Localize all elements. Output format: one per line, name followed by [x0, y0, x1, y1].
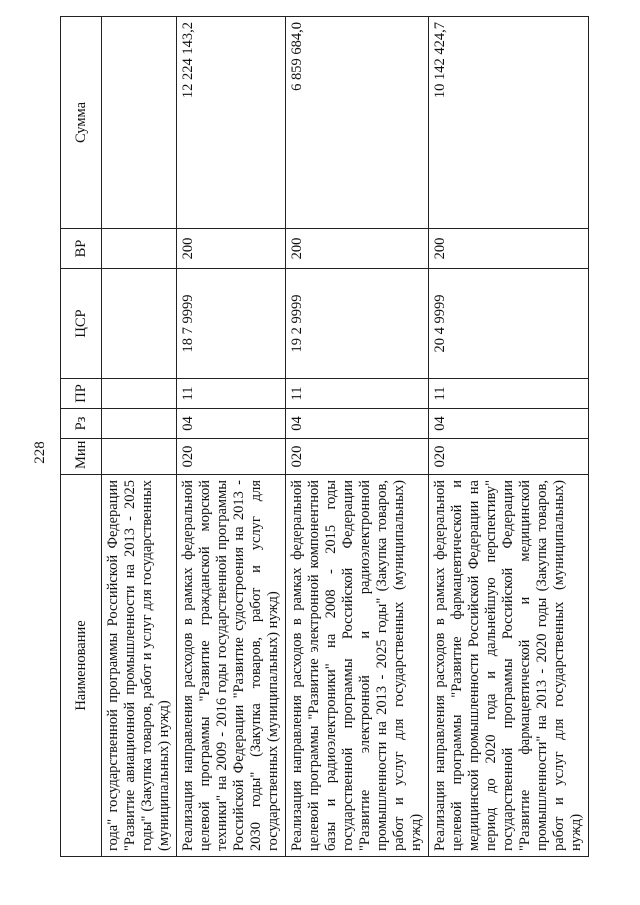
- row-name: года" государственной программы Российской Федерации "Развитие авиационной промышленности на 2013 - 2025 годы" (Закупка товаров, работ и услуг для государственных (муниципальных) нужд): [102, 475, 177, 857]
- row-min: 020: [177, 439, 286, 475]
- row-name: Реализация направления расходов в рамках федеральной целевой программы "Развитие электронной компонентной базы и радиоэлектроники" на 2008 - 2015 годы государственной программы Российской Федерации "Развитие электронной и радиоэлектронной промышленности на 2013 - 2025 годы" (Закупка товаров, работ и услуг для государственных (муниципальных) нужд): [286, 475, 429, 857]
- table-row: [429, 17, 589, 857]
- header-sum: Сумма: [61, 17, 102, 229]
- table-row: [102, 17, 177, 857]
- row-name: Реализация направления расходов в рамках федеральной целевой программы "Развитие фармацевтической и медицинской промышленности Российской Федерации на период до 2020 года и дальнейшую перспективу" государственной программы Российской Федерации "Развитие фармацевтической и медицинской промышленности" на 2013 - 2020 годы (Закупка товаров, работ и услуг для государственных (муниципальных) нужд): [429, 475, 589, 857]
- row-rz: 04: [286, 409, 429, 439]
- row-name: Реализация направления расходов в рамках федеральной целевой программы "Развитие гражданской морской техники" на 2009 - 2016 годы государственной программы Российской Федерации "Развитие судостроения на 2013 - 2030 годы" (Закупка товаров, работ и услуг для государственных (муниципальных) нужд): [177, 475, 286, 857]
- row-pr: [102, 379, 177, 409]
- row-min: 020: [429, 439, 589, 475]
- row-csr: 20 4 9999: [429, 269, 589, 379]
- row-csr: 19 2 9999: [286, 269, 429, 379]
- row-sum: 6 859 684,0: [286, 17, 429, 229]
- row-rz: [102, 409, 177, 439]
- row-pr: 11: [429, 379, 589, 409]
- row-vr: [102, 229, 177, 269]
- row-min: [102, 439, 177, 475]
- row-csr: 18 7 9999: [177, 269, 286, 379]
- table-header-row: [61, 17, 102, 857]
- row-pr: 11: [177, 379, 286, 409]
- row-sum: [102, 17, 177, 229]
- table-row: [286, 17, 429, 857]
- header-min: Мин: [61, 439, 102, 475]
- header-pr: ПР: [61, 379, 102, 409]
- row-min: 020: [286, 439, 429, 475]
- header-rz: Рз: [61, 409, 102, 439]
- row-rz: 04: [177, 409, 286, 439]
- row-rz: 04: [429, 409, 589, 439]
- row-sum: 12 224 143,2: [177, 17, 286, 229]
- header-name: Наименование: [61, 475, 102, 857]
- row-sum: 10 142 424,7: [429, 17, 589, 229]
- row-vr: 200: [429, 229, 589, 269]
- budget-table: [60, 16, 589, 857]
- row-vr: 200: [177, 229, 286, 269]
- page-number: 228: [32, 441, 48, 464]
- row-pr: 11: [286, 379, 429, 409]
- header-csr: ЦСР: [61, 269, 102, 379]
- table-row: [177, 17, 286, 857]
- row-csr: [102, 269, 177, 379]
- header-vr: ВР: [61, 229, 102, 269]
- row-vr: 200: [286, 229, 429, 269]
